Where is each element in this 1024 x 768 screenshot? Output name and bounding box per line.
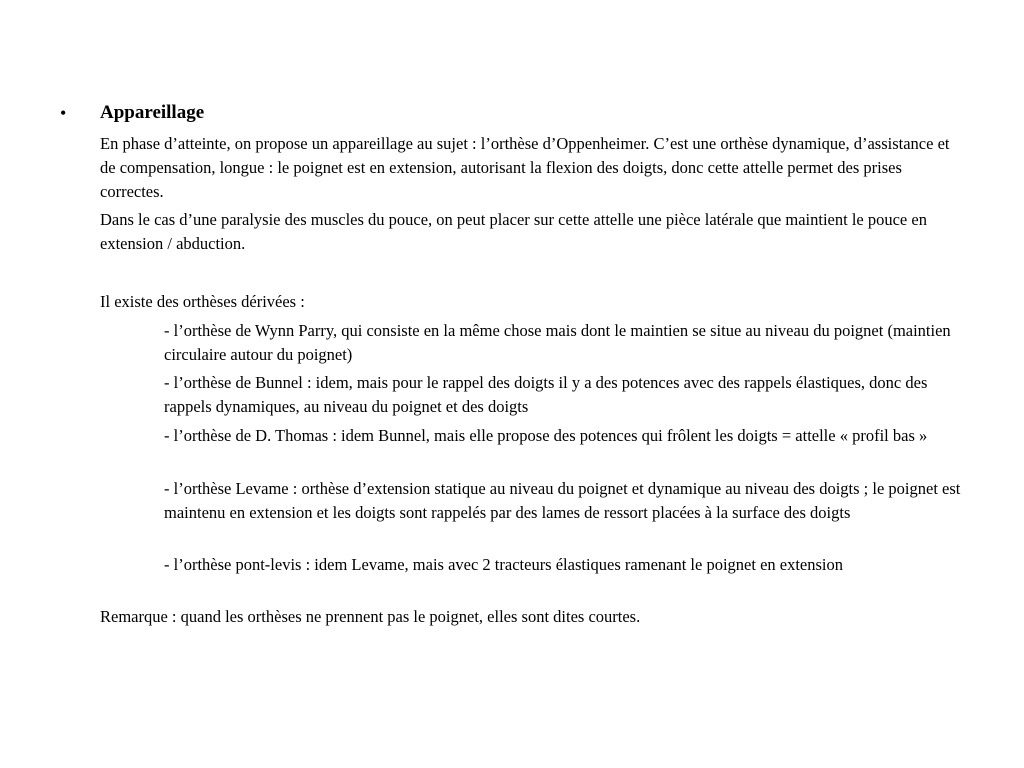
derived-item-d-thomas: - l’orthèse de D. Thomas : idem Bunnel, mais elle propose des potences qui frôlent les doigts = attelle « profil bas » [164, 426, 928, 445]
remark: Remarque : quand les orthèses ne prennent pas le poignet, elles sont dites courtes. [100, 607, 641, 626]
derived-orthoses-intro: Il existe des orthèses dérivées : [100, 292, 305, 311]
derived-item-levame: - l’orthèse Levame : orthèse d’extension statique au niveau du poignet et dynamique au niveau des doigts ; le poignet est maintenu en extension et les doigts sont rappelés par des lames de ressort placées à la surface des doigts [164, 479, 961, 522]
bullet-marker: • [60, 103, 67, 123]
paragraph-thumb-paralysis: Dans le cas d’une paralysie des muscles du pouce, on peut placer sur cette attelle une pièce latérale que maintient le pouce en extension / abduction. [100, 210, 927, 253]
paragraph-oppenheimer: En phase d’atteinte, on propose un appareillage au sujet : l’orthèse d’Oppenheimer. C’est une orthèse dynamique, d’assistance et de compensation, longue : le poignet est en extension, autorisant la flexion des doigts, donc cette attelle permet des prises correctes. [100, 134, 950, 201]
section-heading: Appareillage [100, 102, 205, 123]
derived-item-pont-levis: - l’orthèse pont-levis : idem Levame, mais avec 2 tracteurs élastiques ramenant le poignet en extension [164, 555, 844, 574]
derived-item-bunnel: - l’orthèse de Bunnel : idem, mais pour le rappel des doigts il y a des potences avec des rappels élastiques, donc des rappels dynamiques, au niveau du poignet et des doigts [164, 373, 928, 416]
derived-item-wynn-parry: - l’orthèse de Wynn Parry, qui consiste en la même chose mais dont le maintien se situe au niveau du poignet (maintien circulaire autour du poignet) [164, 321, 951, 364]
